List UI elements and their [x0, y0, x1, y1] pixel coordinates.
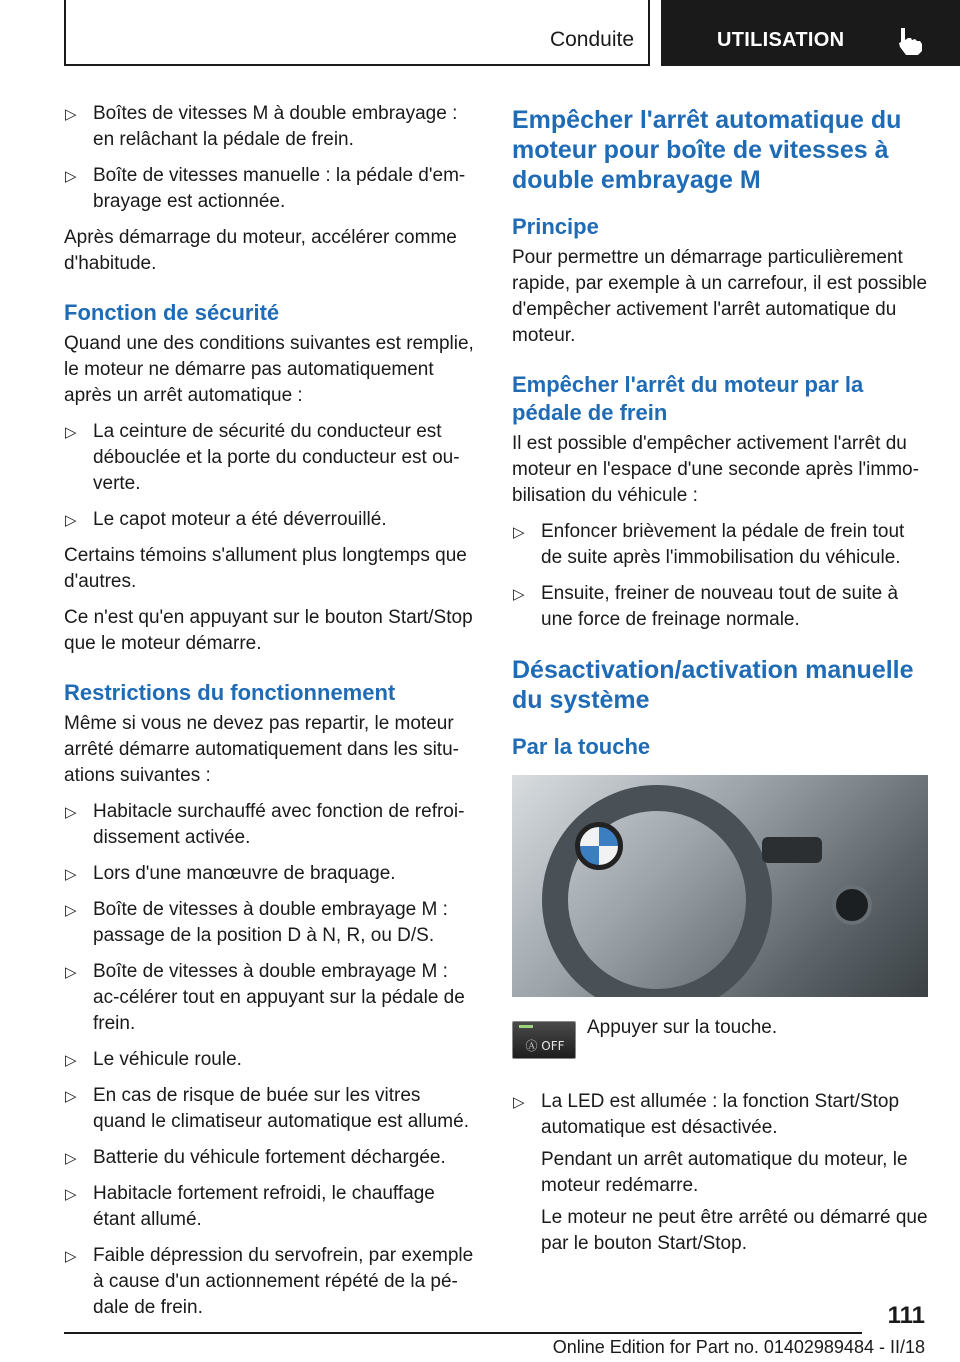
list-item: ▷ Lors d'une manœuvre de braquage. [64, 861, 478, 887]
footer-divider [64, 1332, 862, 1334]
page-number: 111 [887, 1302, 925, 1329]
heading-by-button: Par la touche [512, 734, 651, 759]
paragraph: Même si vous ne devez pas repartir, le moteur arrêté démarre automatiquement dans les situ‐ations suivantes : [64, 713, 459, 786]
right-column [512, 101, 928, 1267]
paragraph: Pour permettre un démarrage particulièrement rapide, par exemple à un carrefour, il est possible d'empêcher activement l'arrêt automatique du moteur. [512, 247, 928, 346]
paragraph: Quand une des conditions suivantes est remplie, le moteur ne démarre pas automatiquement après un arrêt automatique : [64, 333, 474, 406]
list-item: ▷ Faible dépression du servofrein, par exemple à cause d'un actionnement répété de la pé‐dale de frein. [64, 1243, 478, 1321]
auto-off-label: Ⓐ OFF [525, 1039, 565, 1053]
heading-manual-toggle: Désactivation/activation manuelle du système [512, 656, 914, 714]
heading-safety: Fonction de sécurité [64, 300, 280, 325]
paragraph: Ce n'est qu'en appuyant sur le bouton Start/Stop que le moteur démarre. [64, 607, 473, 654]
list-item: ▷ Boîtes de vitesses M à double embrayage : en relâchant la pédale de frein. [64, 101, 478, 153]
paragraph: Après démarrage du moteur, accélérer comme d'habitude. [64, 227, 457, 274]
led-indicator [519, 1025, 533, 1028]
list-item: ▷ Boîte de vitesses à double embrayage M : passage de la position D à N, R, ou D/S. [64, 897, 478, 949]
heading-prevent-auto-stop: Empêcher l'arrêt automatique du moteur pour boîte de vitesses à double embrayage M [512, 106, 902, 194]
list-item: ▷ Boîte de vitesses manuelle : la pédale d'em‐brayage est actionnée. [64, 163, 478, 215]
footer-edition: Online Edition for Part no. 01402989484 - II/18 [552, 1337, 925, 1357]
steering-wheel-shape [542, 785, 772, 997]
instruction-text: Appuyer sur la touche. [587, 1017, 778, 1038]
list-item: ▷ Le capot moteur a été déverrouillé. [64, 507, 478, 533]
heading-principle: Principe [512, 214, 599, 239]
brand-logo-icon [575, 822, 623, 870]
chapter-title: UTILISATION [717, 29, 845, 51]
list-item [512, 1089, 928, 1257]
list-item-subtext: Pendant un arrêt automatique du moteur, le moteur redémarre. [541, 1149, 908, 1196]
list-item: ▷ Boîte de vitesses à double embrayage M : ac‐célérer tout en appuyant sur la pédale de frein. [64, 959, 478, 1037]
button-instruction [512, 1015, 928, 1079]
list-item-text: ▷ La LED est allumée : la fonction Start/Stop automatique est désactivée. [541, 1091, 900, 1138]
steering-wheel-photo [512, 775, 928, 997]
paragraph: Certains témoins s'allument plus longtemps que d'autres. [64, 545, 467, 592]
start-stop-button-icon [832, 885, 872, 925]
list-item: ▷ En cas de risque de buée sur les vitres quand le climatiseur automatique est allumé. [64, 1083, 478, 1135]
section-title: Conduite [549, 28, 634, 51]
list-item: ▷ Enfoncer brièvement la pédale de frein tout de suite après l'immobilisation du véhicule. [512, 519, 928, 571]
pointing-hand-icon [895, 24, 925, 56]
list-item: ▷ Habitacle fortement refroidi, le chauffage étant allumé. [64, 1181, 478, 1233]
header-chapter-box [661, 0, 960, 66]
auto-off-button-icon [512, 1021, 576, 1059]
list-item-subtext: Le moteur ne peut être arrêté ou démarré que par le bouton Start/Stop. [541, 1207, 928, 1254]
list-item: ▷ Le véhicule roule. [64, 1047, 478, 1073]
list-item: ▷ Habitacle surchauffé avec fonction de refroi‐dissement activée. [64, 799, 478, 851]
heading-restrictions: Restrictions du fonctionnement [64, 680, 396, 705]
header-section-box [64, 0, 650, 66]
paragraph: Il est possible d'empêcher activement l'arrêt du moteur en l'espace d'une seconde après l'immo‐bilisation du véhicule : [512, 433, 919, 506]
list-item: ▷ Batterie du véhicule fortement déchargée. [64, 1145, 478, 1171]
stalk-shape [762, 837, 822, 863]
list-item: ▷ La ceinture de sécurité du conducteur est débouclée et la porte du conducteur est ou‐verte. [64, 419, 478, 497]
left-column [64, 101, 478, 1331]
list-item: ▷ Ensuite, freiner de nouveau tout de suite à une force de freinage normale. [512, 581, 928, 633]
heading-brake-pedal: Empêcher l'arrêt du moteur par la pédale de frein [512, 372, 864, 425]
